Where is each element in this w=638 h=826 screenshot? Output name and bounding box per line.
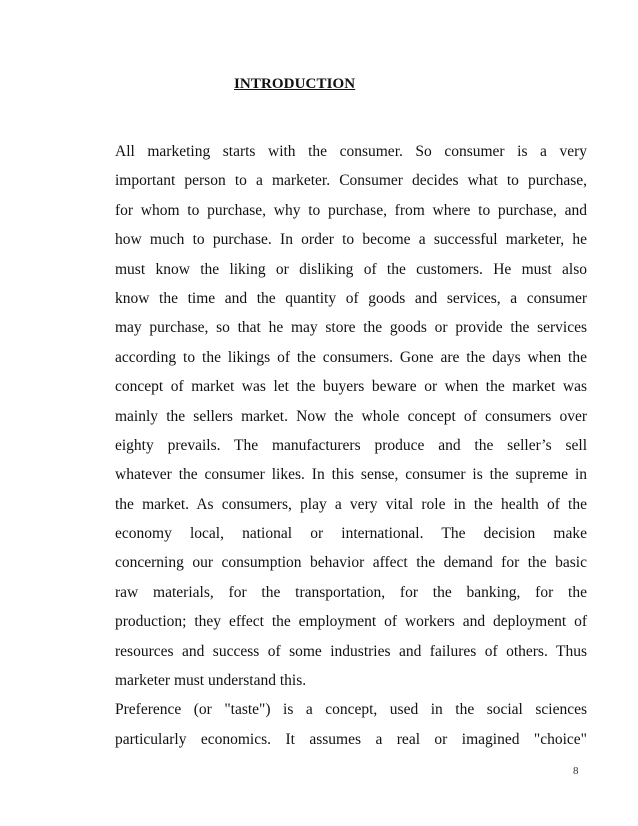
text-line: must know the liking or disliking of the customers. He must also [115,260,587,278]
text-line: whatever the consumer likes. In this sense, consumer is the supreme in [115,466,587,484]
text-line: All marketing starts with the consumer. So consumer is a very [115,143,587,160]
text-line: resources and success of some industries and failures of others. Thus [115,642,587,660]
text-line: marketer must understand this. [115,672,307,690]
text-line: know the time and the quantity of goods and services, a consumer [115,289,587,307]
text-line: concept of market was let the buyers beware or when the market was [115,378,587,396]
text-line: economy local, national or international. The decision make [115,525,587,543]
text-line: the market. As consumers, play a very vital role in the health of the [115,495,587,513]
page-title: INTRODUCTION [234,76,356,92]
page-number: 8 [573,765,579,777]
text-line: raw materials, for the transportation, for the banking, for the [115,583,587,601]
text-line: how much to purchase. In order to become a successful marketer, he [115,231,587,249]
text-line: particularly economics. It assumes a real or imagined "choice" [115,730,587,748]
text-line: mainly the sellers market. Now the whole concept of consumers over [115,407,587,425]
text-line: according to the likings of the consumers. Gone are the days when the [115,348,587,366]
text-line: production; they effect the employment of workers and deployment of [115,613,587,631]
body-text [115,141,587,758]
text-line: concerning our consumption behavior affect the demand for the basic [115,554,587,572]
text-line: Preference (or "taste") is a concept, used in the social sciences [115,701,587,719]
text-line: important person to a marketer. Consumer decides what to purchase, [115,172,587,190]
text-line: for whom to purchase, why to purchase, from where to purchase, and [115,201,587,219]
text-line: may purchase, so that he may store the goods or provide the services [115,319,587,337]
text-line: eighty prevails. The manufacturers produce and the seller’s sell [115,436,587,454]
